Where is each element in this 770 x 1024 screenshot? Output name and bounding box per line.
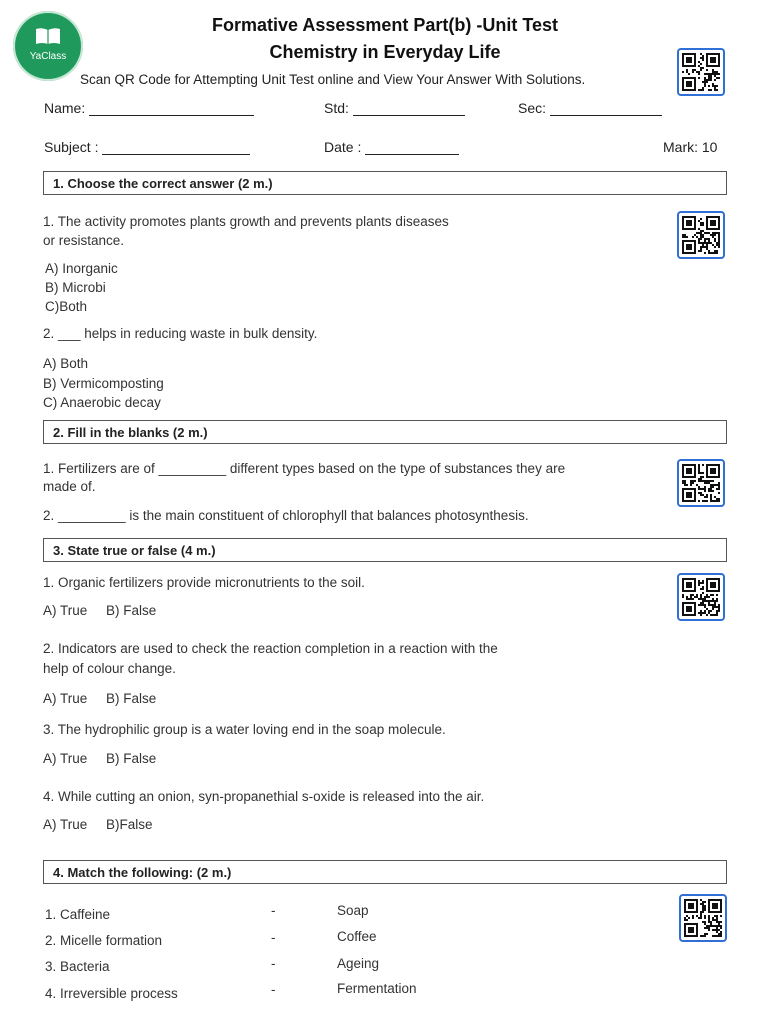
page-title: Formative Assessment Part(b) -Unit Test [211, 15, 559, 35]
option: A) True B) False [43, 691, 157, 706]
option: A) Both [43, 356, 89, 371]
match-left-item: 1. Caffeine [45, 907, 111, 922]
option: C) Anaerobic decay [43, 395, 161, 410]
logo-text: YaClass [29, 51, 67, 62]
question-text: made of. [43, 479, 96, 494]
sec-blank[interactable] [550, 101, 662, 116]
match-right-item: Fermentation [337, 981, 417, 996]
section-heading: 3. State true or false (4 m.) [53, 543, 216, 558]
question-text: 1. The activity promotes plants growth and prevents plants diseases [43, 214, 449, 229]
section-true-false [43, 538, 727, 562]
match-left-item: 3. Bacteria [45, 959, 110, 974]
match-dash: - [271, 903, 276, 918]
mark-total: Mark: 10 [663, 139, 718, 155]
section-match [43, 860, 727, 884]
option: A) True B) False [43, 603, 157, 618]
option: A) True B)False [43, 817, 153, 832]
std-field [324, 100, 465, 116]
question-text: 3. The hydrophilic group is a water loving end in the soap molecule. [43, 722, 446, 737]
qr-code-icon[interactable] [677, 573, 725, 621]
question-text: 1. Fertilizers are of _________ different types based on the type of substances they are [43, 461, 566, 476]
sec-label: Sec: [518, 100, 547, 116]
option: B) Microbi [45, 280, 106, 295]
name-field [44, 100, 254, 116]
name-label: Name: [44, 100, 86, 116]
option: C)Both [45, 299, 88, 314]
match-right-item: Coffee [337, 929, 377, 944]
option: B) Vermicomposting [43, 376, 164, 391]
subject-label: Subject : [44, 139, 99, 155]
std-blank[interactable] [353, 101, 465, 116]
subject-blank[interactable] [102, 140, 250, 155]
date-label: Date : [324, 139, 362, 155]
option: A) True B) False [43, 751, 157, 766]
match-dash: - [271, 930, 276, 945]
question-text: 2. Indicators are used to check the reaction completion in a reaction with the [43, 641, 498, 656]
subject-field [44, 139, 250, 155]
question-text: help of colour change. [43, 661, 176, 676]
section-choose-answer [43, 171, 727, 195]
match-left-item: 4. Irreversible process [45, 986, 178, 1001]
question-text: 2. _________ is the main constituent of chlorophyll that balances photosynthesis. [43, 508, 529, 523]
qr-code-icon[interactable] [677, 211, 725, 259]
match-dash: - [271, 982, 276, 997]
match-right-item: Ageing [337, 956, 380, 971]
question-text: 4. While cutting an onion, syn-propanethial s-oxide is released into the air. [43, 789, 485, 804]
match-right-item: Soap [337, 903, 369, 918]
section-fill-blanks [43, 420, 727, 444]
option: A) Inorganic [45, 261, 118, 276]
qr-code-icon[interactable] [677, 48, 725, 96]
scan-instruction: Scan QR Code for Attempting Unit Test online and View Your Answer With Solutions. [80, 72, 586, 87]
qr-code-icon[interactable] [677, 459, 725, 507]
section-heading: 2. Fill in the blanks (2 m.) [53, 425, 208, 440]
qr-code-icon[interactable] [679, 894, 727, 942]
page-subtitle: Chemistry in Everyday Life [269, 42, 501, 62]
sec-field [518, 100, 662, 116]
name-blank[interactable] [89, 101, 254, 116]
date-field [324, 139, 459, 155]
date-blank[interactable] [365, 140, 459, 155]
question-text: or resistance. [43, 233, 125, 248]
match-dash: - [271, 956, 276, 971]
std-label: Std: [324, 100, 349, 116]
section-heading: 1. Choose the correct answer (2 m.) [53, 176, 273, 191]
section-heading: 4. Match the following: (2 m.) [53, 865, 232, 880]
match-left-item: 2. Micelle formation [45, 933, 163, 948]
question-text: 1. Organic fertilizers provide micronutrients to the soil. [43, 575, 365, 590]
question-text: 2. ___ helps in reducing waste in bulk density. [43, 326, 318, 341]
